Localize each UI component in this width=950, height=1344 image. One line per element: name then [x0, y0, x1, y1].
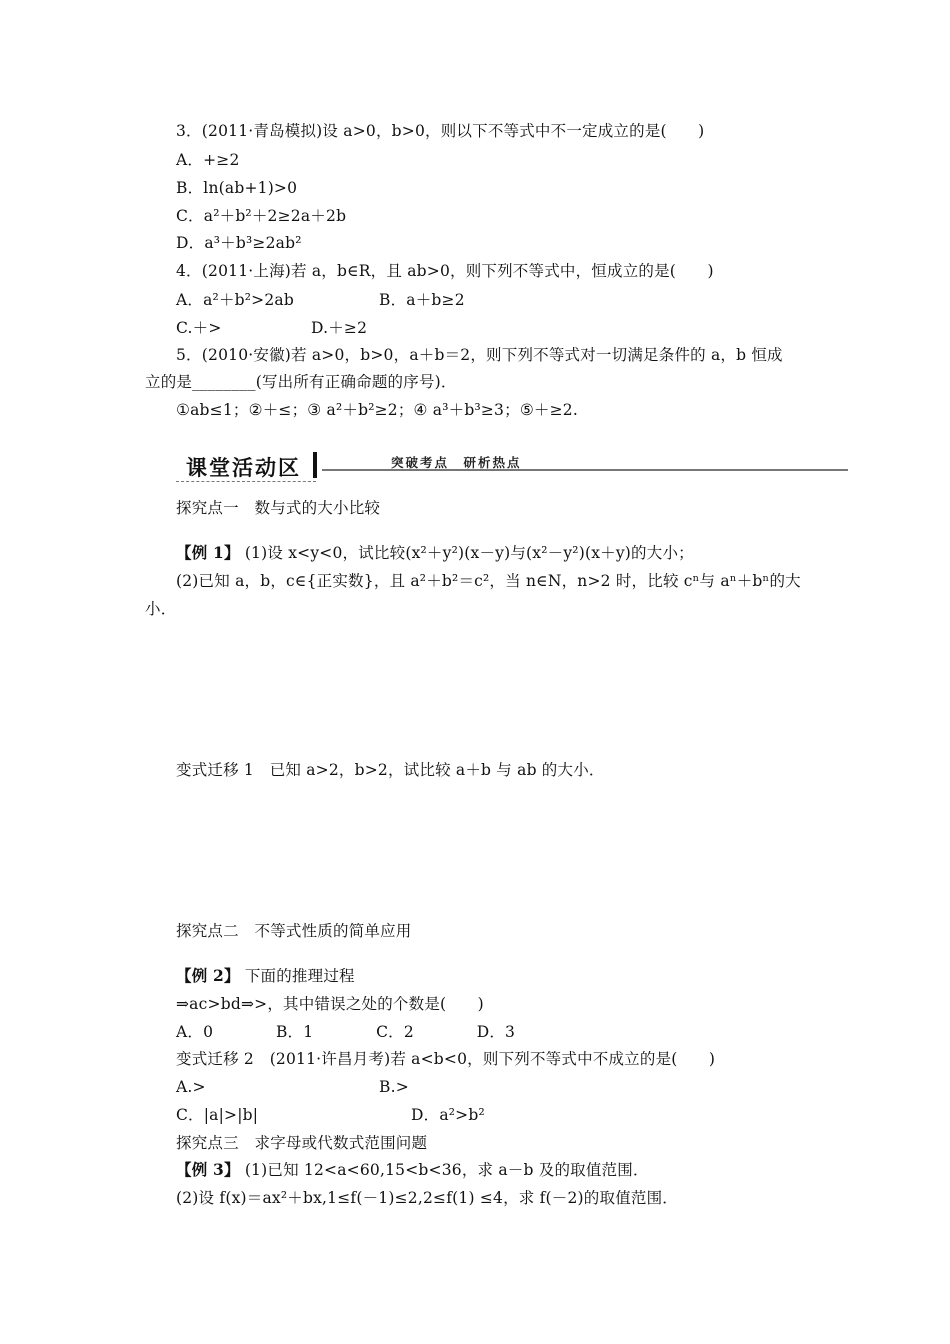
explore-3-title: 探究点三 求字母或代数式范围问题: [176, 1134, 428, 1152]
banner-subtitle: 突破考点 研析热点: [391, 455, 522, 470]
example-2-line-1: [176, 966, 355, 986]
section-banner: [176, 449, 848, 483]
example-1-label: 【例 1】: [176, 543, 240, 562]
q4-option-b: B．a＋b≥2: [379, 291, 465, 309]
q3-option-b: B．ln(ab+1)>0: [176, 179, 298, 197]
q5-line-2: 立的是________(写出所有正确命题的序号)．: [145, 373, 457, 391]
variant-2: 变式迁移 2 (2011·许昌月考)若 a<b<0，则下列不等式中不成立的是( ): [176, 1050, 716, 1068]
explore-1-title: 探究点一 数与式的大小比较: [176, 499, 381, 517]
variant-1: 变式迁移 1 已知 a>2，b>2，试比较 a＋b 与 ab 的大小．: [176, 761, 605, 779]
banner-title: 课堂活动区: [186, 456, 301, 480]
example-1-line-1: [176, 543, 694, 563]
example-3-line-2: (2)设 f(x)＝ax²＋bx,1≤f(－1)≤2,2≤f(1) ≤4，求 f(－2)的取值范围．: [176, 1189, 678, 1207]
variant-2-option-b: B.>: [379, 1078, 409, 1096]
q3-option-d: D．a³＋b³≥2ab²: [176, 234, 302, 252]
q5-line-1: 5．(2010·安徽)若 a>0，b>0，a＋b＝2，则下列不等式对一切满足条件的 a，b 恒成: [176, 346, 783, 364]
example-3-label: 【例 3】: [176, 1160, 240, 1179]
explore-2-title: 探究点二 不等式性质的简单应用: [176, 922, 412, 940]
example-2-text: 下面的推理过程: [239, 967, 355, 985]
variant-2-option-d: D．a²>b²: [411, 1106, 485, 1124]
example-2-label: 【例 2】: [176, 966, 240, 985]
example-1-part-1: (1)设 x<y<0，试比较(x²＋y²)(x－y)与(x²－y²)(x＋y)的大小；: [239, 544, 694, 562]
q4-option-d: D.＋≥2: [311, 319, 368, 337]
q4-stem: 4．(2011·上海)若 a，b∈R，且 ab>0，则下列不等式中，恒成立的是( ): [176, 262, 714, 280]
q3-option-a: A．+≥2: [176, 151, 240, 169]
example-2-line-2: ⇒ac>bd⇒>，其中错误之处的个数是( ): [176, 995, 484, 1013]
example-1-line-2: (2)已知 a，b，c∈{正实数}，且 a²＋b²＝c²，当 n∈N，n>2 时，比较 cⁿ与 aⁿ＋bⁿ的大: [176, 572, 801, 590]
example-3-part-1: (1)已知 12<a<60,15<b<36，求 a－b 及的取值范围．: [239, 1161, 649, 1179]
q4-option-a: A．a²＋b²>2ab: [176, 291, 294, 309]
variant-2-option-c: C．|a|>|b|: [176, 1106, 259, 1124]
q3-stem: 3．(2011·青岛模拟)设 a>0，b>0，则以下不等式中不一定成立的是( ): [176, 122, 705, 140]
banner-dashed-underline: [176, 481, 316, 482]
q4-option-c: C.＋>: [176, 319, 222, 337]
example-3-line-1: [176, 1160, 649, 1180]
banner-divider: [313, 452, 317, 478]
variant-2-option-a: A.>: [176, 1078, 206, 1096]
q3-option-c: C．a²＋b²＋2≥2a＋2b: [176, 207, 347, 225]
example-2-options: A．0 B．1 C．2 D．3: [176, 1023, 516, 1041]
example-1-line-3: 小．: [145, 600, 177, 618]
q5-line-3: ①ab≤1；②＋≤；③ a²＋b²≥2；④ a³＋b³≥3；⑤＋≥2.: [176, 401, 578, 419]
